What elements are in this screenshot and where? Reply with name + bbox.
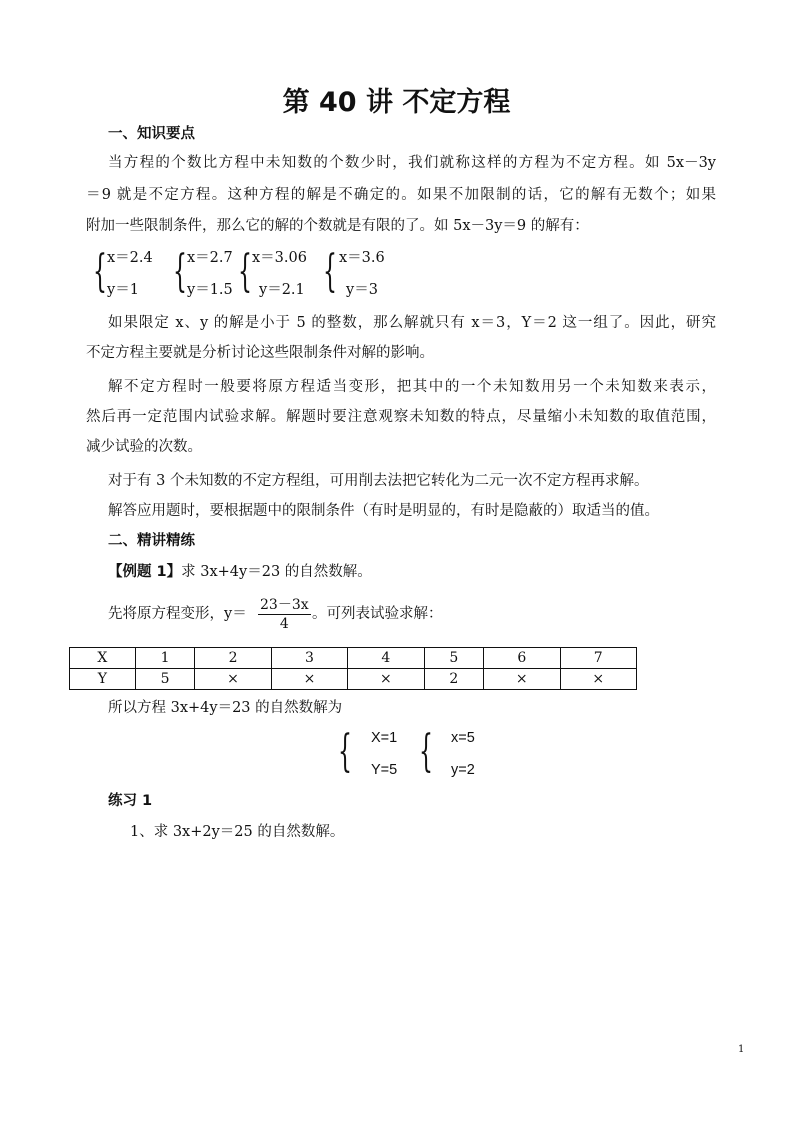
example-label: 【例题 1】 [108, 564, 182, 580]
table-cell: 2 [195, 648, 271, 669]
paragraph-line: 对于有 3 个未知数的不定方程组，可用削去法把它转化为二元一次不定方程再求解。 [108, 473, 649, 489]
example-text: 求 3x+4y＝23 的自然数解。 [181, 564, 372, 580]
paragraph-line: 减少试验的次数。 [86, 439, 202, 455]
practice-heading: 练习 1 [108, 793, 153, 809]
paragraph-line: 解不定方程时一般要将原方程适当变形，把其中的一个未知数用另一个未知数来表示， [108, 379, 716, 395]
table-cell: 7 [560, 648, 637, 669]
solution-x: x＝3.06 [252, 250, 307, 266]
table-cell: × [348, 669, 424, 690]
table-cell: 4 [348, 648, 424, 669]
solution-y: y＝1.5 [187, 282, 233, 298]
solution-y: y＝1 [107, 282, 139, 298]
section-heading-practice: 二、精讲精练 [108, 533, 195, 549]
solution-y: y＝2.1 [259, 282, 305, 298]
table-cell: 5 [135, 669, 195, 690]
example-1 [108, 562, 372, 582]
brace-icon: { [338, 726, 352, 777]
solution-x: x＝2.7 [187, 250, 233, 266]
paragraph-line: 不定方程主要就是分析讨论这些限制条件对解的影响。 [86, 345, 434, 361]
table-cell: × [560, 669, 637, 690]
paragraph-line: ＝9 就是不定方程。这种方程的解是不确定的。如果不加限制的话，它的解有无数个；如果 [86, 187, 716, 203]
table-cell: Y [70, 669, 136, 690]
brace-icon: { [173, 246, 187, 297]
section-heading-knowledge: 一、知识要点 [108, 126, 195, 142]
answer-x: x=5 [451, 730, 475, 746]
paragraph-line: 然后再一定范围内试验求解。解题时要注意观察未知数的特点，尽量缩小未知数的取值范围， [86, 409, 716, 425]
conclusion: 所以方程 3x+4y＝23 的自然数解为 [108, 700, 343, 716]
brace-icon: { [419, 726, 433, 777]
table-cell: 3 [271, 648, 347, 669]
table-cell: 6 [484, 648, 560, 669]
answer-y: Y=5 [371, 762, 398, 778]
table-cell: × [484, 669, 560, 690]
table-cell: 2 [424, 669, 484, 690]
table-row [70, 648, 637, 669]
paragraph-line: 当方程的个数比方程中未知数的个数少时，我们就称这样的方程为不定方程。如 5x－3y [108, 155, 716, 171]
solution-x: x＝2.4 [107, 250, 153, 266]
brace-icon: { [238, 246, 252, 297]
transform-after: 。可列表试验求解： [312, 606, 443, 622]
table-cell: X [70, 648, 136, 669]
table-cell: × [271, 669, 347, 690]
numerator: 23－3x [260, 597, 309, 613]
table-cell: 5 [424, 648, 484, 669]
answer-x: X=1 [371, 730, 398, 746]
table-row [70, 669, 637, 690]
page-number: 1 [738, 1044, 745, 1055]
fraction [258, 596, 311, 633]
paragraph-line: 如果限定 x、y 的解是小于 5 的整数，那么解就只有 x＝3，Y＝2 这一组了。因此，研究 [108, 315, 716, 331]
answer-y: y=2 [451, 762, 475, 778]
transform-before: 先将原方程变形，y＝ [108, 606, 247, 622]
denominator: 4 [279, 616, 289, 632]
brace-icon: { [93, 246, 107, 297]
page-title: 第 40 讲 不定方程 [282, 87, 511, 118]
table-cell: 1 [135, 648, 195, 669]
paragraph-line: 解答应用题时，要根据题中的限制条件（有时是明显的，有时是隐蔽的）取适当的值。 [108, 503, 659, 519]
paragraph-line: 附加一些限制条件，那么它的解的个数就是有限的了。如 5x－3y＝9 的解有： [86, 218, 589, 234]
solution-y: y＝3 [346, 282, 378, 298]
brace-icon: { [323, 246, 337, 297]
trial-table [69, 647, 637, 690]
table-cell: × [195, 669, 271, 690]
solution-x: x＝3.6 [339, 250, 385, 266]
question-1: 1、求 3x+2y＝25 的自然数解。 [130, 824, 345, 840]
